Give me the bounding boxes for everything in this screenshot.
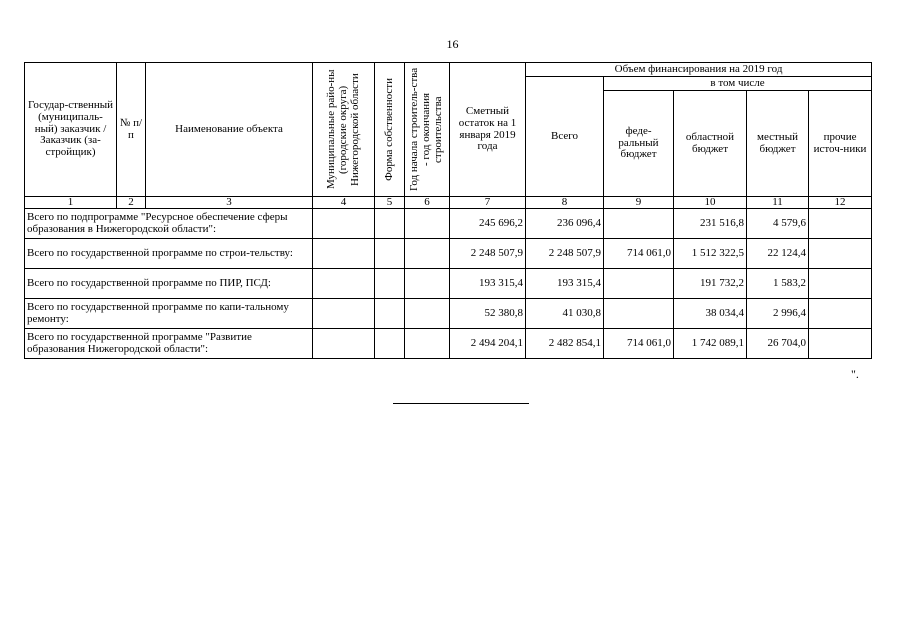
cell-regional: 231 516,8 [674, 209, 747, 239]
header-customer: Государ-ственный (муниципаль-ный) заказчик /Заказчик (за-стройщик) [25, 63, 117, 197]
row-label: Всего по государственной программе по капи-тальному ремонту: [25, 299, 313, 329]
cell-federal [604, 299, 674, 329]
column-number: 5 [375, 197, 405, 209]
table-row [25, 299, 872, 329]
cell-local: 26 704,0 [747, 329, 809, 359]
cell-federal: 714 061,0 [604, 329, 674, 359]
column-number: 9 [604, 197, 674, 209]
column-number: 10 [674, 197, 747, 209]
column-number: 4 [313, 197, 375, 209]
cell-total: 236 096,4 [526, 209, 604, 239]
header-regional: областной бюджет [674, 91, 747, 197]
cell-ownership [375, 239, 405, 269]
footer-divider [393, 403, 529, 404]
column-number: 11 [747, 197, 809, 209]
financing-table [24, 62, 872, 359]
cell-municipality [313, 269, 375, 299]
cell-remaining: 52 380,8 [450, 299, 526, 329]
row-label: Всего по государственной программе "Развитие образования Нижегородской области": [25, 329, 313, 359]
cell-local: 22 124,4 [747, 239, 809, 269]
cell-remaining: 2 494 204,1 [450, 329, 526, 359]
cell-other [809, 299, 872, 329]
closing-quote: ". [851, 367, 859, 381]
cell-ownership [375, 329, 405, 359]
row-label: Всего по государственной программе по ПИР, ПСД: [25, 269, 313, 299]
cell-years [405, 299, 450, 329]
cell-remaining: 245 696,2 [450, 209, 526, 239]
cell-total: 193 315,4 [526, 269, 604, 299]
cell-total: 41 030,8 [526, 299, 604, 329]
cell-years [405, 269, 450, 299]
cell-remaining: 2 248 507,9 [450, 239, 526, 269]
cell-municipality [313, 209, 375, 239]
cell-other [809, 209, 872, 239]
column-number: 2 [117, 197, 146, 209]
cell-other [809, 239, 872, 269]
table-row [25, 209, 872, 239]
header-ownership [375, 63, 405, 197]
cell-ownership [375, 269, 405, 299]
header-remaining: Сметный остаток на 1 января 2019 года [450, 63, 526, 197]
header-row-number: № п/п [117, 63, 146, 197]
row-label: Всего по подпрограмме "Ресурсное обеспечение сферы образования в Нижегородской области": [25, 209, 313, 239]
header-including: в том числе [604, 77, 872, 91]
cell-ownership [375, 209, 405, 239]
column-numbers-row [25, 197, 872, 209]
header-years [405, 63, 450, 197]
cell-years [405, 329, 450, 359]
row-label: Всего по государственной программе по строи-тельству: [25, 239, 313, 269]
cell-total: 2 248 507,9 [526, 239, 604, 269]
header-financing: Объем финансирования на 2019 год [526, 63, 872, 77]
cell-federal: 714 061,0 [604, 239, 674, 269]
cell-years [405, 209, 450, 239]
column-number: 1 [25, 197, 117, 209]
header-object-name: Наименование объекта [146, 63, 313, 197]
cell-years [405, 239, 450, 269]
cell-other [809, 329, 872, 359]
cell-remaining: 193 315,4 [450, 269, 526, 299]
cell-regional: 191 732,2 [674, 269, 747, 299]
column-number: 7 [450, 197, 526, 209]
cell-regional: 38 034,4 [674, 299, 747, 329]
header-municipality [313, 63, 375, 197]
cell-municipality [313, 329, 375, 359]
cell-regional: 1 742 089,1 [674, 329, 747, 359]
cell-other [809, 269, 872, 299]
header-federal: феде-ральный бюджет [604, 91, 674, 197]
header-years-text: Год начала строитель-ства - год окончания строительства [408, 67, 444, 192]
header-total: Всего [526, 77, 604, 197]
page-number: 16 [446, 37, 459, 51]
cell-regional: 1 512 322,5 [674, 239, 747, 269]
cell-local: 1 583,2 [747, 269, 809, 299]
table-row [25, 329, 872, 359]
cell-municipality [313, 239, 375, 269]
column-number: 3 [146, 197, 313, 209]
header-other: прочие источ-ники [809, 91, 872, 197]
table-row [25, 239, 872, 269]
column-number: 8 [526, 197, 604, 209]
cell-federal [604, 269, 674, 299]
cell-municipality [313, 299, 375, 329]
header-municipality-text: Муниципальные райо-ны (городские округа) Нижегородской области [324, 69, 361, 190]
header-local: местный бюджет [747, 91, 809, 197]
cell-total: 2 482 854,1 [526, 329, 604, 359]
column-number: 6 [405, 197, 450, 209]
cell-ownership [375, 299, 405, 329]
table-row [25, 269, 872, 299]
cell-local: 4 579,6 [747, 209, 809, 239]
cell-local: 2 996,4 [747, 299, 809, 329]
header-ownership-text: Форма собственности [382, 78, 395, 181]
column-number: 12 [809, 197, 872, 209]
cell-federal [604, 209, 674, 239]
